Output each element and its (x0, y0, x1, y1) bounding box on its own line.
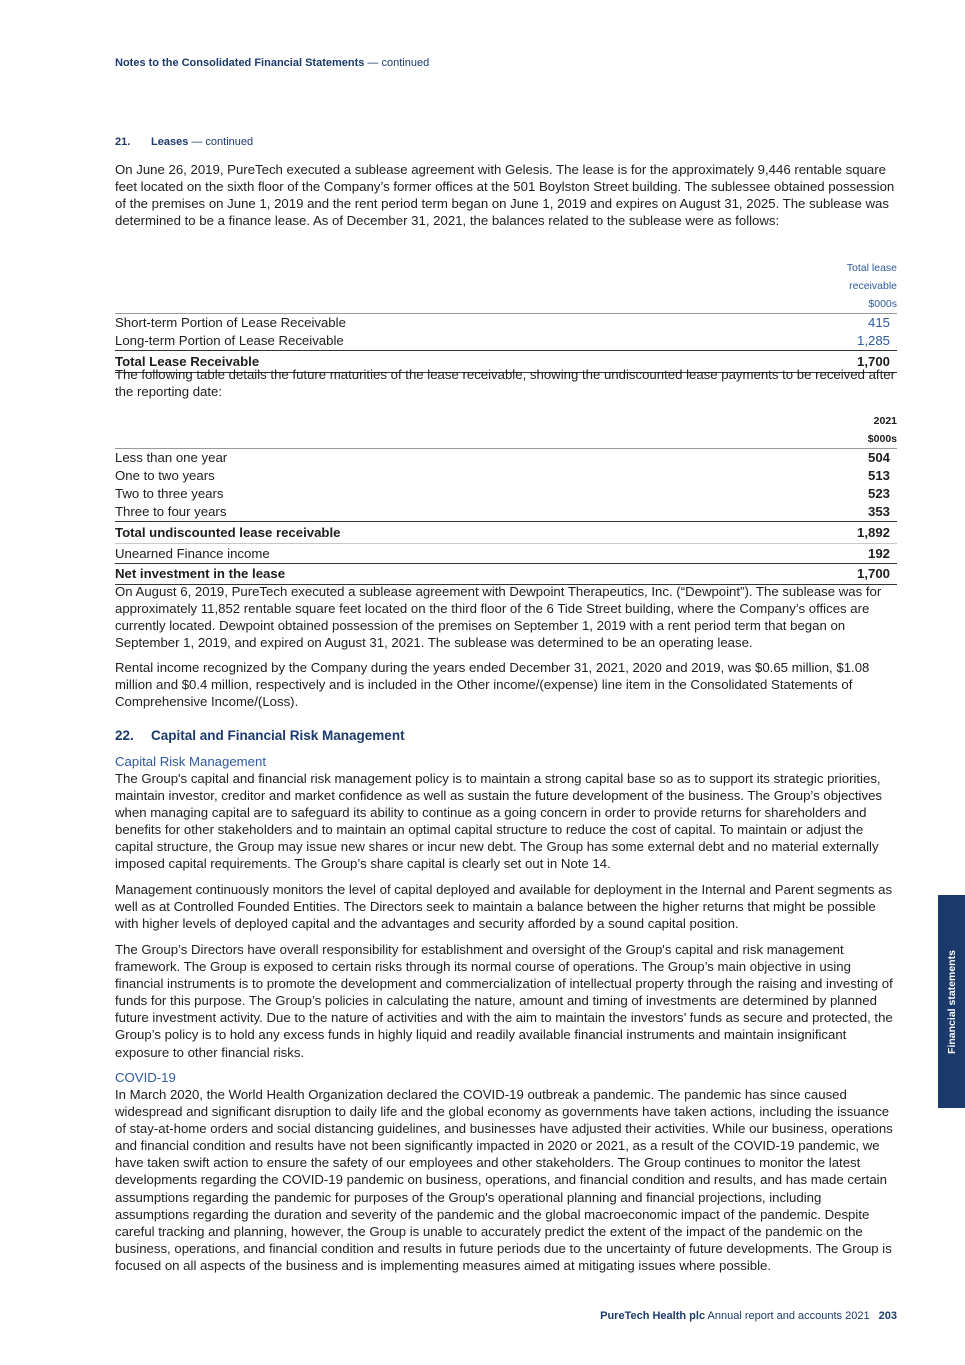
footer-report: Annual report and accounts 2021 (707, 1310, 870, 1322)
lease-maturities-table (115, 412, 897, 585)
capital-risk-block (115, 753, 897, 873)
section-22-number: 22. (115, 728, 134, 743)
side-tab-label: Financial statements (945, 949, 958, 1054)
table-total-row: Net investment in the lease 1,700 (115, 564, 897, 585)
section-22-para-4: In March 2020, the World Health Organization declared the COVID-19 outbreak a pandemic. The pandemic has since caused widespread and significant disruption to daily life and the global economy as governments have taken actions, including the issuance of stay-at-home orders and social distancing guidelines, and businesses have adjusted their activities. While our business, operations and financial condition and results have not been significantly impacted in 2020 or 2021, as a result of the COVID-19 pandemic, we have taken swift action to ensure the safety of our employees and other stakeholders. The Group continues to monitor the latest developments regarding the COVID-19 pandemic on business, operations, and financial condition and results, and has made certain assumptions regarding the pandemic for purposes of the Group's operational planning and financial projections, including assumptions regarding the duration and severity of the pandemic and the global macroeconomic impact of the pandemic. Despite careful tracking and planning, however, the Group is unable to accurately predict the extent of the impact of the pandemic on the business, operations, and financial condition and results in future periods due to the uncertainty of future developments. The Group is focused on all aspects of the business and is implementing measures aimed at mitigating issues where possible. (115, 1087, 893, 1273)
lease-receivable-table (115, 259, 897, 373)
table-row: Short-term Portion of Lease Receivable 415 (115, 314, 897, 333)
section-21-para-1-wrap (115, 161, 897, 229)
section-21-number: 21. (115, 136, 131, 148)
section-21-para-3: On August 6, 2019, PureTech executed a sublease agreement with Dewpoint Therapeutics, Inc. (“Dewpoint”). The sublease was for approximately 11,852 rentable square feet located on the third floor of the 6 Tide Street building, where the Company’s offices are currently located. Dewpoint obtained possession of the premises on September 1, 2019 with a rent period term that began on September 1, 2019, and expired on August 31, 2021. The sublease was determined to be an operating lease. (115, 584, 882, 651)
table-row: Long-term Portion of Lease Receivable 1,285 (115, 333, 890, 348)
running-header (115, 57, 429, 69)
section-22-para-3: The Group’s Directors have overall responsibility for establishment and oversight of the Group's capital and risk management framework. The Group is exposed to certain risks through its normal course of operations. The Group’s main objective in using financial instruments is to promote the development and commercialization of intellectual property through the raising and investing of funds for this purpose. The Group’s policies in calculating the nature, amount and timing of investments are determined by planned future investment activity. Due to the nature of activities and with the aim to maintain the investors’ funds as secure and protected, the Group’s policy is to hold any excess funds in highly liquid and readily available financial instruments and maintain insignificant exposure to other financial risks. (115, 942, 893, 1060)
page-number: 203 (878, 1310, 897, 1322)
table1-col-header: Total lease receivable $000s (846, 262, 897, 310)
covid-subheading: COVID-19 (115, 1070, 176, 1085)
section-21-para-1: On June 26, 2019, PureTech executed a sublease agreement with Gelesis. The lease is for the approximately 9,446 rentable square feet located on the sixth floor of the Company’s former offices at the 501 Boylston Street building. The sublessee obtained possession of the premises on June 1, 2019 and the rent period term began on June 1, 2019 and expires on August 31, 2025. The sublease was determined to be a finance lease. As of December 31, 2021, the balances related to the sublease were as follows: (115, 162, 895, 229)
covid-block (115, 1069, 897, 1274)
table-row: Two to three years 523 (115, 486, 890, 501)
table-subtotal-row: Total undiscounted lease receivable 1,892 (115, 522, 897, 544)
section-21-title: Leases (151, 136, 189, 148)
table-row: Less than one year 504 (115, 449, 897, 468)
section-21-para-4: Rental income recognized by the Company during the years ended December 31, 2021, 2020 and 2019, was $0.65 million, $1.08 million and $0.4 million, respectively and is included in the Other income/(expense) line item in the Consolidated Statements of Comprehensive Income/(Loss). (115, 660, 870, 710)
section-21-heading (115, 136, 253, 148)
section-22-para-2: Management continuously monitors the level of capital deployed and available for deployment in the Internal and Parent segments as well as at Controlled Founded Entities. The Directors seek to maintain a balance between the higher returns that might be possible with higher levels of deployed capital and the advantages and security afforded by a sound capital position. (115, 882, 893, 932)
section-22-para-2-wrap (115, 881, 897, 932)
table-total-row: Total Lease Receivable 1,700 (115, 351, 897, 373)
page-footer (600, 1310, 897, 1322)
section-21-para-4-wrap (115, 659, 897, 710)
side-section-tab (938, 895, 965, 1108)
section-22-title: Capital and Financial Risk Management (151, 728, 405, 743)
header-title: Notes to the Consolidated Financial Statements (115, 57, 365, 69)
section-22-para-3-wrap (115, 941, 897, 1061)
table-row: Three to four years 353 (115, 504, 890, 519)
capital-risk-subheading: Capital Risk Management (115, 754, 266, 769)
header-suffix: — continued (364, 57, 430, 69)
section-22-heading (115, 728, 897, 743)
table-row: One to two years 513 (115, 468, 890, 483)
table2-col-header: 2021 $000s (867, 415, 897, 445)
section-21-para-3-wrap (115, 583, 897, 651)
footer-company: PureTech Health plc (600, 1310, 706, 1322)
section-21-para-2: The following table details the future maturities of the lease receivable, showing the undiscounted lease payments to be received after the reporting date: (115, 367, 895, 400)
section-21-para-2-wrap (115, 366, 897, 400)
table-row: Unearned Finance income 192 (115, 544, 897, 564)
section-22-para-1: The Group's capital and financial risk management policy is to maintain a strong capital base so as to support its strategic priorities, maintain investor, creditor and market confidence as well as sustain the future development of the business. The Group’s objectives when managing capital are to safeguard its ability to continue as a going concern in order to provide returns for shareholders and benefits for other stakeholders and to maintain an optimal capital structure to reduce the cost of capital. To maintain or adjust the capital structure, the Group may issue new shares or incur new debt. The Group has some external debt and no material externally imposed capital requirements. The Group’s share capital is clearly set out in Note 14. (115, 771, 883, 872)
section-21-suffix: — continued (188, 136, 254, 148)
